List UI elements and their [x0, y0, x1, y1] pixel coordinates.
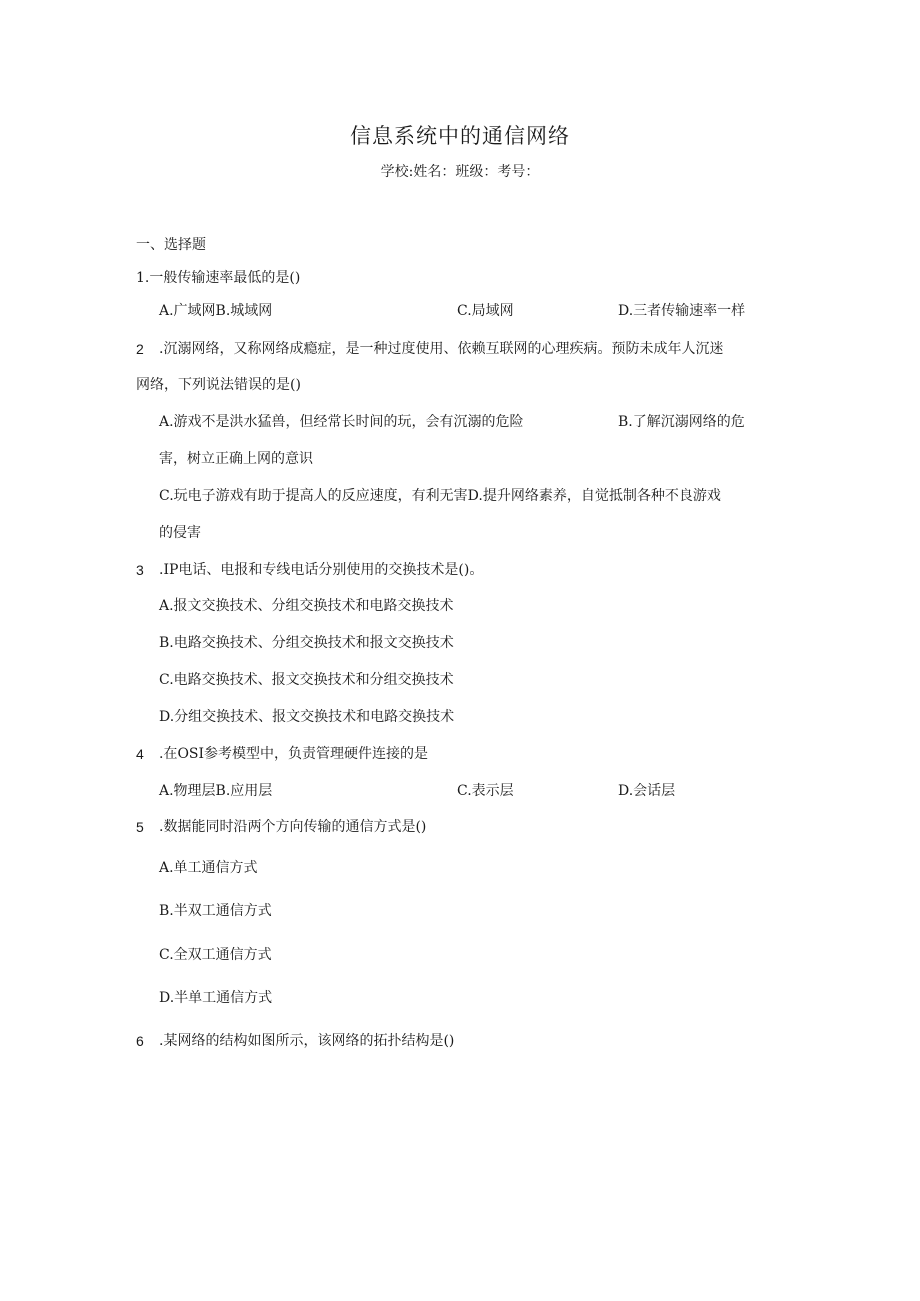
student-info-line: 学校:姓名：班级：考号：	[380, 164, 540, 180]
question-5-option-d: D.半单工通信方式	[159, 990, 273, 1006]
question-1-option-ab: A.广域网B.城域网	[159, 303, 273, 319]
question-5-stem: .数据能同时沿两个方向传输的通信方式是()	[159, 819, 427, 835]
question-4-stem: .在OSI参考模型中，负责管理硬件连接的是	[159, 746, 429, 762]
question-3-option-b: B.电路交换技术、分组交换技术和报文交换技术	[159, 635, 454, 651]
question-2-option-b-cont: 害，树立正确上网的意识	[159, 451, 313, 467]
question-6-stem: .某网络的结构如图所示，该网络的拓扑结构是()	[159, 1033, 455, 1049]
question-1-stem: 1.一般传输速率最低的是()	[136, 270, 301, 286]
question-2-stem-line1: .沉溺网络，又称网络成瘾症，是一种过度使用、依赖互联网的心理疾病。预防未成年人沉迷	[159, 341, 724, 357]
document-title: 信息系统中的通信网络	[350, 124, 570, 148]
question-2-option-cd: C.玩电子游戏有助于提高人的反应速度，有利无害D.提升网络素养，自觉抵制各种不良游戏	[159, 488, 721, 504]
question-2-option-d-cont: 的侵害	[159, 525, 201, 541]
question-2-option-a: A.游戏不是洪水猛兽，但经常长时间的玩，会有沉溺的危险	[159, 414, 524, 430]
question-3-stem: .IP电话、电报和专线电话分别使用的交换技术是()。	[159, 562, 484, 578]
question-3-number: 3	[136, 562, 144, 578]
question-4-option-ab: A.物理层B.应用层	[159, 783, 273, 799]
question-3-option-c: C.电路交换技术、报文交换技术和分组交换技术	[159, 672, 454, 688]
question-5-number: 5	[136, 819, 144, 835]
question-5-option-a: A.单工通信方式	[159, 860, 258, 876]
question-6-number: 6	[136, 1033, 144, 1049]
question-5-option-c: C.全双工通信方式	[159, 947, 272, 963]
question-2-number: 2	[136, 341, 144, 357]
question-4-option-c: C.表示层	[457, 783, 514, 799]
question-3-option-d: D.分组交换技术、报文交换技术和电路交换技术	[159, 709, 455, 725]
question-1-option-d: D.三者传输速率一样	[618, 303, 746, 319]
section-heading: 一、选择题	[136, 237, 206, 253]
question-2-option-b: B.了解沉溺网络的危	[618, 414, 745, 430]
question-3-option-a: A.报文交换技术、分组交换技术和电路交换技术	[159, 598, 454, 614]
question-2-stem-line2: 网络，下列说法错误的是()	[136, 377, 301, 393]
question-4-number: 4	[136, 746, 144, 762]
question-1-option-c: C.局域网	[457, 303, 514, 319]
question-4-option-d: D.会话层	[618, 783, 676, 799]
question-5-option-b: B.半双工通信方式	[159, 903, 272, 919]
